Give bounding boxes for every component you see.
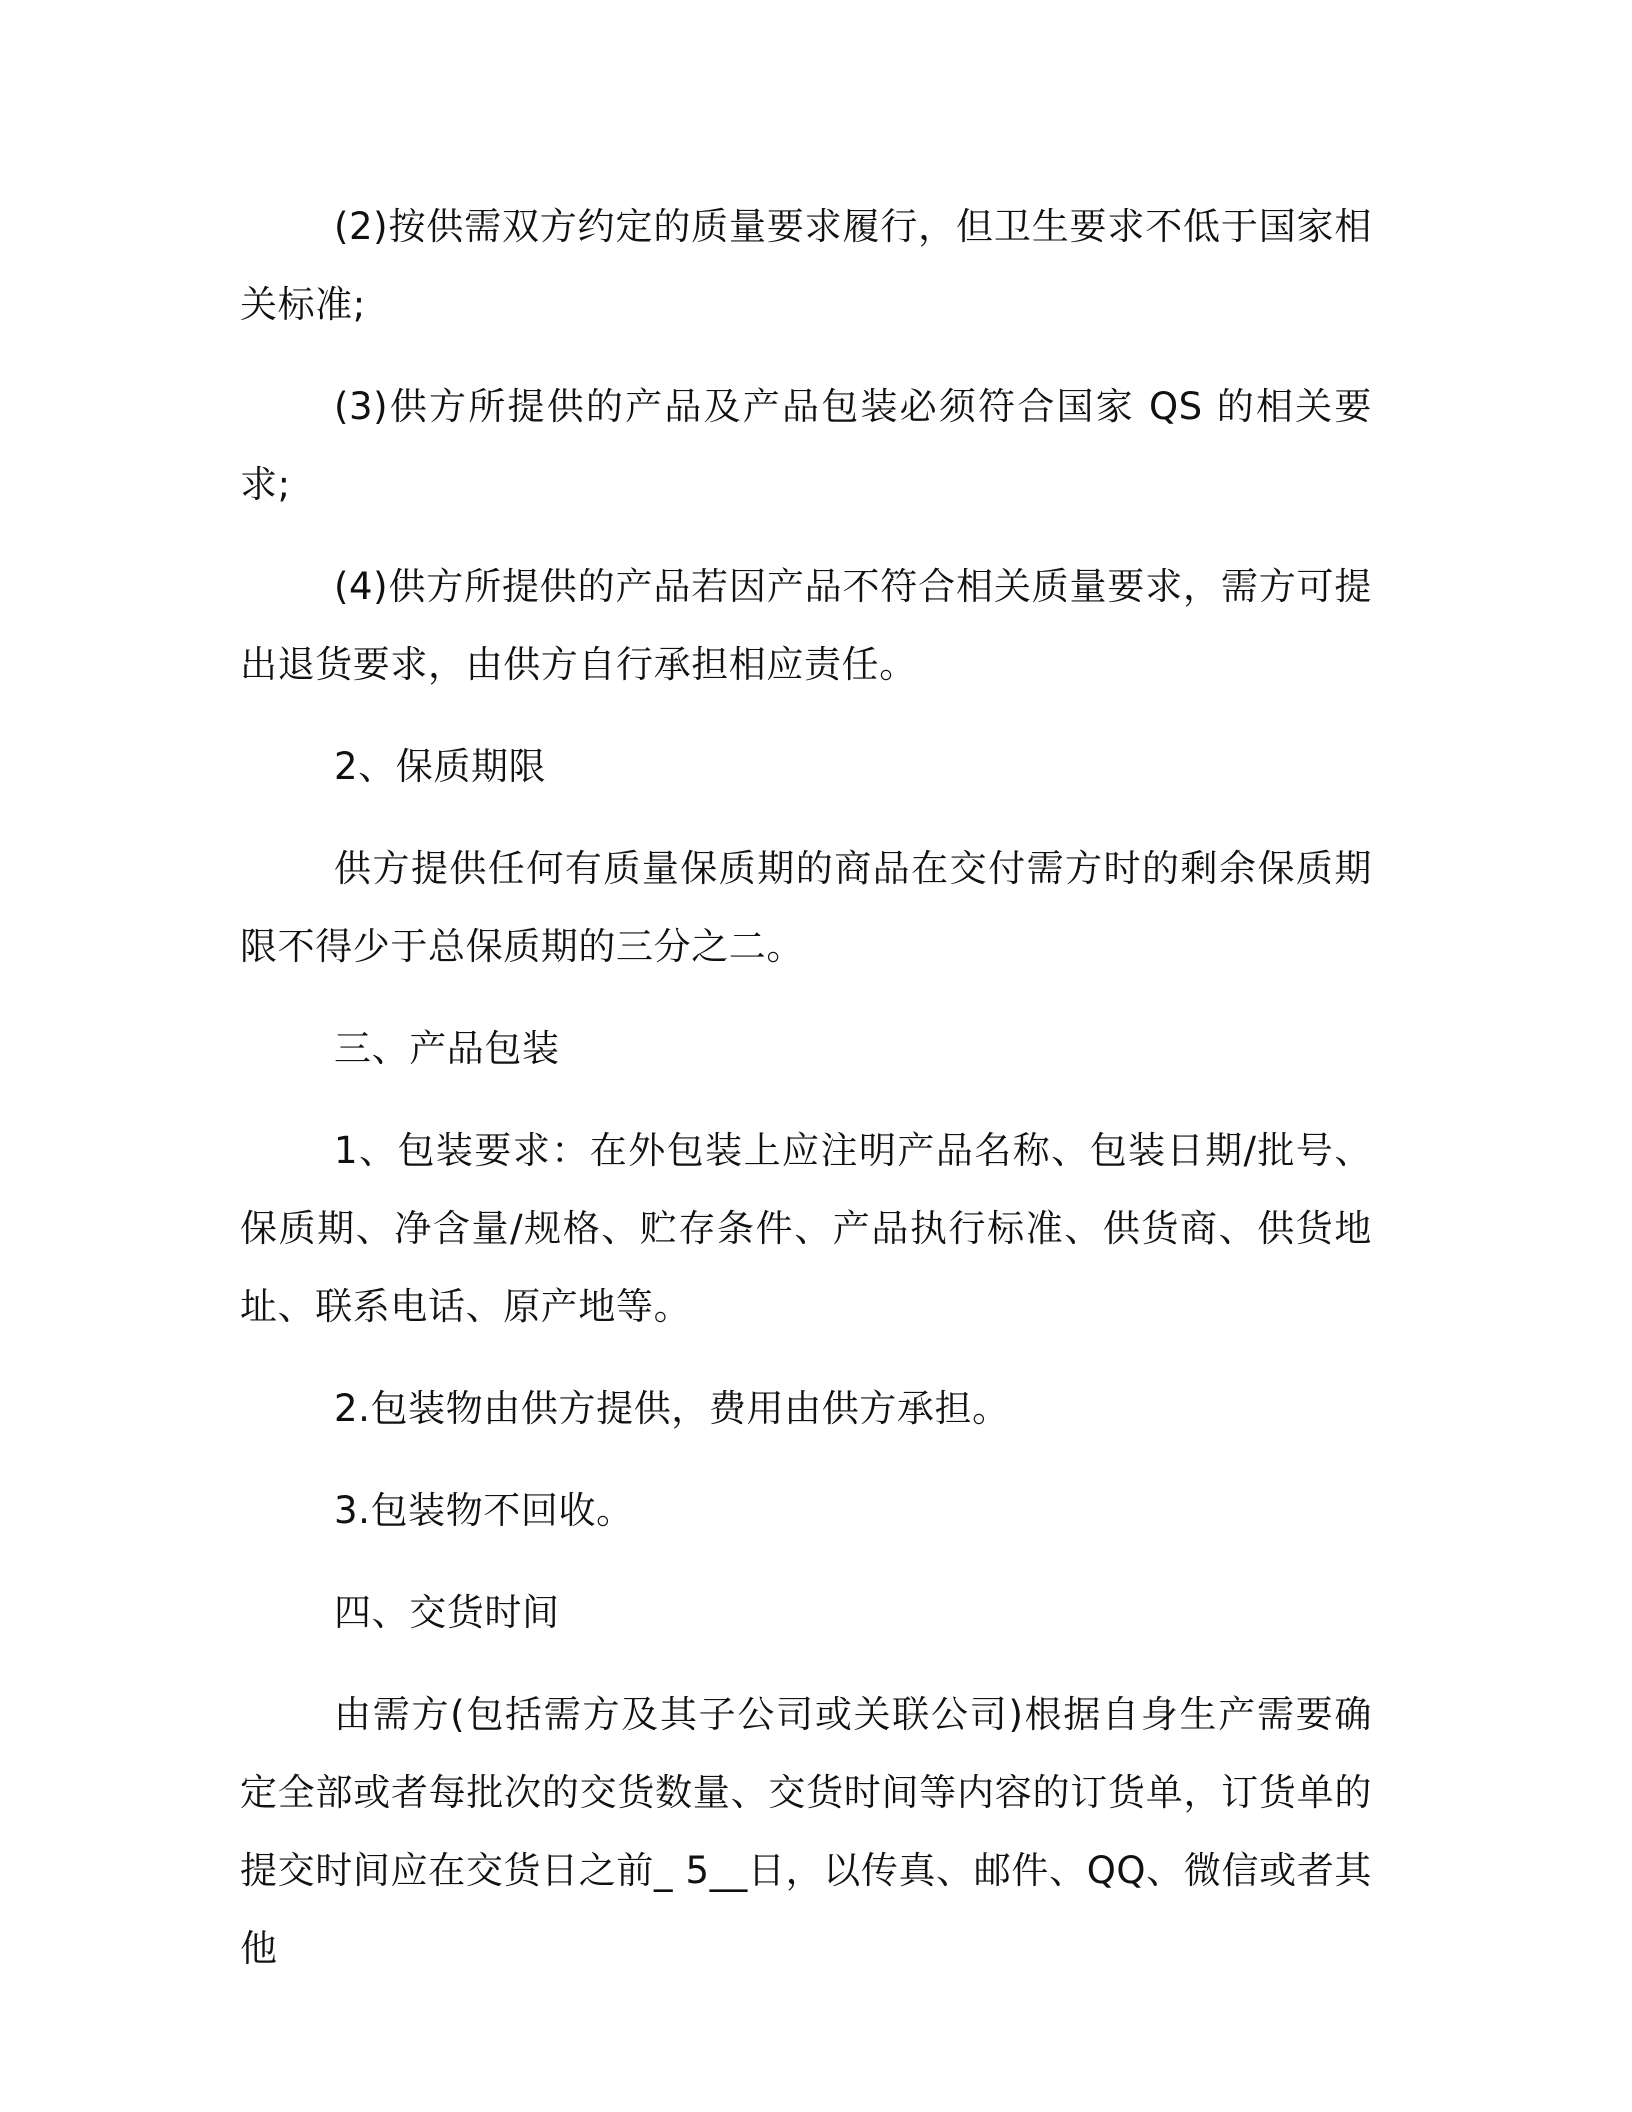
paragraph-shelf-life: 供方提供任何有质量保质期的商品在交付需方时的剩余保质期限不得少于总保质期的三分之二。 [240,847,1372,968]
paragraph-packaging-requirements: 1、包装要求：在外包装上应注明产品名称、包装日期/批号、保质期、净含量/规格、贮存条件、产品执行标准、供货商、供货地址、联系电话、原产地等。 [240,1129,1372,1328]
heading-shelf-life: 2、保质期限 [334,745,547,788]
paragraph-packaging-cost: 2.包装物由供方提供，费用由供方承担。 [334,1387,1010,1430]
paragraph-return-policy: (4)供方所提供的产品若因产品不符合相关质量要求，需方可提出退货要求，由供方自行承担相应责任。 [240,565,1372,686]
heading-delivery-time: 四、交货时间 [334,1591,560,1634]
paragraph-packaging-no-return: 3.包装物不回收。 [334,1489,634,1532]
paragraph-delivery-order: 由需方(包括需方及其子公司或关联公司)根据自身生产需要确定全部或者每批次的交货数量、交货时间等内容的订货单，订货单的提交时间应在交货日之前_ 5__日，以传真、邮件、QQ、微信或者其他 [240,1693,1372,1970]
heading-packaging: 三、产品包装 [334,1027,560,1070]
paragraph-qs-requirement: (3)供方所提供的产品及产品包装必须符合国家 QS 的相关要求; [240,385,1372,506]
paragraph-quality-standard: (2)按供需双方约定的质量要求履行，但卫生要求不低于国家相关标准; [240,205,1372,326]
document-body [240,188,1372,1988]
